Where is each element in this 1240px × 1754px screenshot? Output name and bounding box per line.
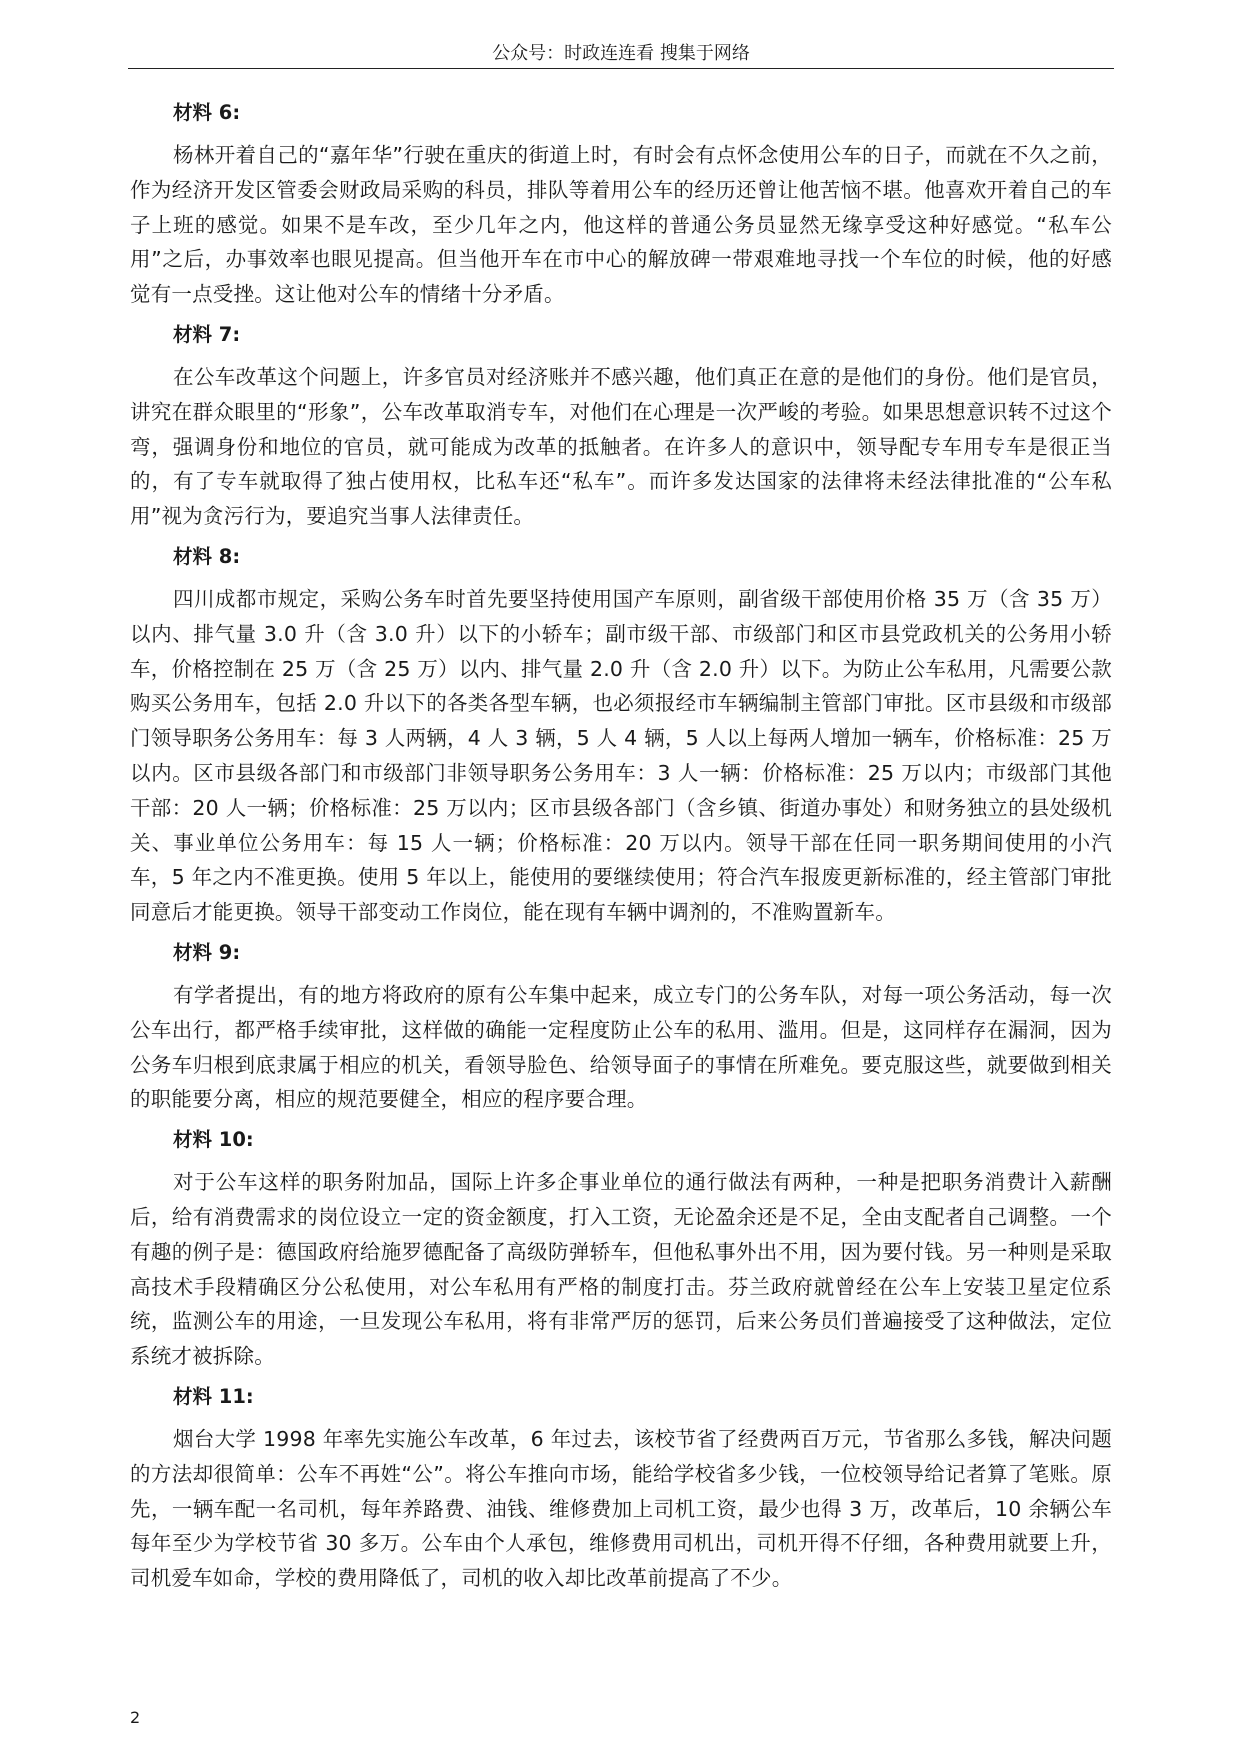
section-title: 材料 11: (173, 1384, 254, 1408)
section-paragraph: 烟台大学 1998 年率先实施公车改革，6 年过去，该校节省了经费两百万元，节省那么多钱，解决问题的方法却很简单：公车不再姓“公”。将公车推向市场，能给学校省多少钱，一位校领导给记者算了笔账。原先，一辆车配一名司机，每年养路费、油钱、维修费加上司机工资，最少也得 3 万，改革后，10 余辆公车每年至少为学校节省 30 多万。公车由个人承包，维修费用司机出，司机开得不仔细，各种费用就要上升，司机爱车如命，学校的费用降低了，司机的收入却比改革前提高了不少。 (130, 1426, 1112, 1591)
section-title: 材料 10: (173, 1128, 254, 1152)
page-number: 2 (130, 1708, 141, 1727)
page-header: 公众号：时政连连看 搜集于网络 (128, 40, 1114, 69)
section-title: 材料 8: (173, 544, 241, 568)
section-paragraph: 杨林开着自己的“嘉年华”行驶在重庆的街道上时，有时会有点怀念使用公车的日子，而就在不久之前，作为经济开发区管委会财政局采购的科员，排队等着用公车的经历还曾让他苦恼不堪。他喜欢开着自己的车子上班的感觉。如果不是车改，至少几年之内，他这样的普通公务员显然无缘享受这种好感觉。“私车公用”之后，办事效率也眼见提高。但当他开车在市中心的解放碑一带艰难地寻找一个车位的时候，他的好感觉有一点受挫。这让他对公车的情绪十分矛盾。 (130, 143, 1112, 307)
section-8 (130, 542, 1112, 930)
section-title: 材料 7: (173, 322, 241, 346)
section-9 (130, 938, 1112, 1117)
section-paragraph: 四川成都市规定，采购公务车时首先要坚持使用国产车原则，副省级干部使用价格 35 万（含 35 万）以内、排气量 3.0 升（含 3.0 升）以下的小轿车；副市级干部、市级部门和区市县党政机关的公务用小轿车，价格控制在 25 万（含 25 万）以内、排气量 2.0 升（含 2.0 升）以下。为防止公车私用，凡需要公款购买公务用车，包括 2.0 升以下的各类各型车辆，也必须报经市车辆编制主管部门审批。区市县级和市级部门领导职务公务用车：每 3 人两辆，4 人 3 辆，5 人 4 辆，5 人以上每两人增加一辆车，价格标准：25 万以内。区市县级各部门和市级部门非领导职务公务用车：3 人一辆：价格标准：25 万以内；市级部门其他干部：20 人一辆；价格标准：25 万以内；区市县级各部门（含乡镇、街道办事处）和财务独立的县处级机关、事业单位公务用车：每 15 人一辆；价格标准：20 万以内。领导干部在任同一职务期间使用的小汽车，5 年之内不准更换。使用 5 年以上，能使用的要继续使用；符合汽车报废更新标准的，经主管部门审批同意后才能更换。领导干部变动工作岗位，能在现有车辆中调剂的，不准购置新车。 (130, 586, 1112, 925)
section-paragraph: 有学者提出，有的地方将政府的原有公车集中起来，成立专门的公务车队，对每一项公务活动，每一次公车出行，都严格手续审批，这样做的确能一定程度防止公车的私用、滥用。但是，这同样存在漏洞，因为公务车归根到底隶属于相应的机关，看领导脸色、给领导面子的事情在所难免。要克服这些，就要做到相关的职能要分离，相应的规范要健全，相应的程序要合理。 (130, 982, 1112, 1112)
document-body (130, 98, 1112, 1604)
section-6 (130, 98, 1112, 312)
section-10 (130, 1125, 1112, 1374)
section-paragraph: 对于公车这样的职务附加品，国际上许多企事业单位的通行做法有两种，一种是把职务消费计入薪酬后，给有消费需求的岗位设立一定的资金额度，打入工资，无论盈余还是不足，全由支配者自己调整。一个有趣的例子是：德国政府给施罗德配备了高级防弹轿车，但他私事外出不用，因为要付钱。另一种则是采取高技术手段精确区分公私使用，对公车私用有严格的制度打击。芬兰政府就曾经在公车上安装卫星定位系统，监测公车的用途，一旦发现公车私用，将有非常严厉的惩罚，后来公务员们普遍接受了这种做法，定位系统才被拆除。 (130, 1170, 1112, 1369)
section-title: 材料 6: (173, 101, 241, 124)
section-7 (130, 320, 1112, 534)
section-11 (130, 1382, 1112, 1596)
section-title: 材料 9: (173, 940, 241, 964)
section-paragraph: 在公车改革这个问题上，许多官员对经济账并不感兴趣，他们真正在意的是他们的身份。他们是官员，讲究在群众眼里的“形象”，公车改革取消专车，对他们在心理是一次严峻的考验。如果思想意识转不过这个弯，强调身份和地位的官员，就可能成为改革的抵触者。在许多人的意识中，领导配专车用专车是很正当的，有了专车就取得了独占使用权，比私车还“私车”。而许多发达国家的法律将未经法律批准的“公车私用”视为贪污行为，要追究当事人法律责任。 (130, 364, 1112, 529)
